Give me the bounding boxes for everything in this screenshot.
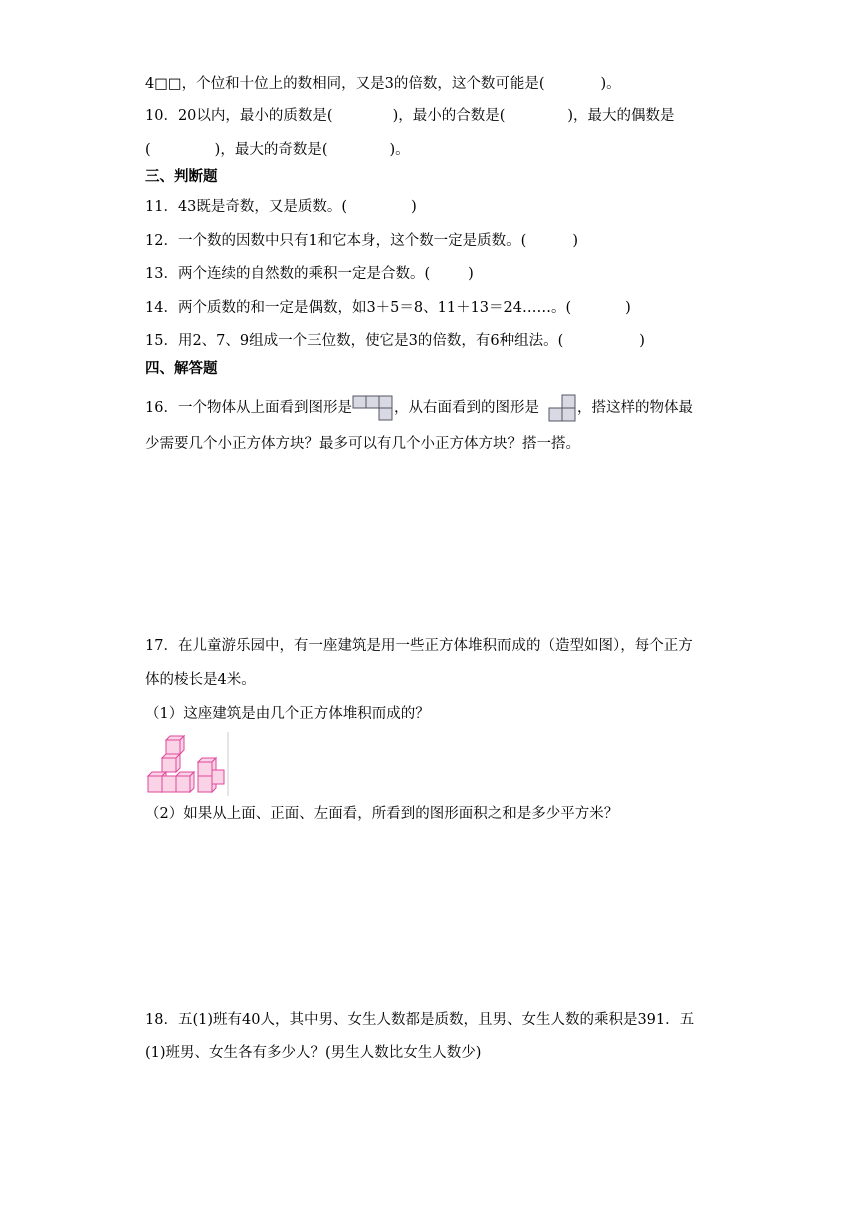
section-heading-solutions: 四、解答题	[145, 360, 218, 377]
question-12: 12．一个数的因数中只有1和它本身，这个数一定是质数。( )	[145, 233, 579, 249]
question-11: 11．43既是奇数，又是质数。( )	[145, 199, 417, 215]
question-16-line1: 16．一个物体从上面看到图形是 ，从右面看到的图形是 ，搭这样的物体最	[145, 394, 693, 422]
question-16-line2: 少需要几个小正方体方块？最多可以有几个小正方体方块？搭一搭。	[145, 436, 580, 452]
section-heading-judgement: 三、判断题	[145, 168, 218, 185]
question-17-sub2: （2）如果从上面、正面、左面看，所看到的图形面积之和是多少平方米？	[145, 806, 619, 822]
question-9: 4□□，个位和十位上的数相同，又是3的倍数，这个数可能是( )。	[145, 76, 621, 92]
question-17-line1: 17．在儿童游乐园中，有一座建筑是用一些正方体堆积而成的（造型如图），每个正方	[145, 638, 693, 654]
question-13: 13．两个连续的自然数的乘积一定是合数。( )	[145, 266, 474, 282]
right-view-grid-icon	[547, 394, 577, 422]
question-18-line1: 18．五(1)班有40人，其中男、女生人数都是质数，且男、女生人数的乘积是391．五	[145, 1012, 695, 1028]
question-10-line1: 10．20以内，最小的质数是( )，最小的合数是( )，最大的偶数是	[145, 108, 675, 124]
question-14: 14．两个质数的和一定是偶数，如3＋5＝8、11＋13＝24……。( )	[145, 300, 631, 316]
question-18-line2: (1)班男、女生各有多少人？(男生人数比女生人数少)	[145, 1045, 482, 1061]
cube-building-figure	[140, 730, 230, 798]
question-17-line2: 体的棱长是4米。	[145, 672, 256, 688]
question-10-line2: ( )，最大的奇数是( )。	[145, 142, 410, 158]
question-17-sub1: （1）这座建筑是由几个正方体堆积而成的？	[145, 706, 430, 722]
question-15: 15．用2、7、9组成一个三位数，使它是3的倍数，有6种组法。( )	[145, 333, 645, 349]
top-view-grid-icon	[352, 395, 394, 421]
